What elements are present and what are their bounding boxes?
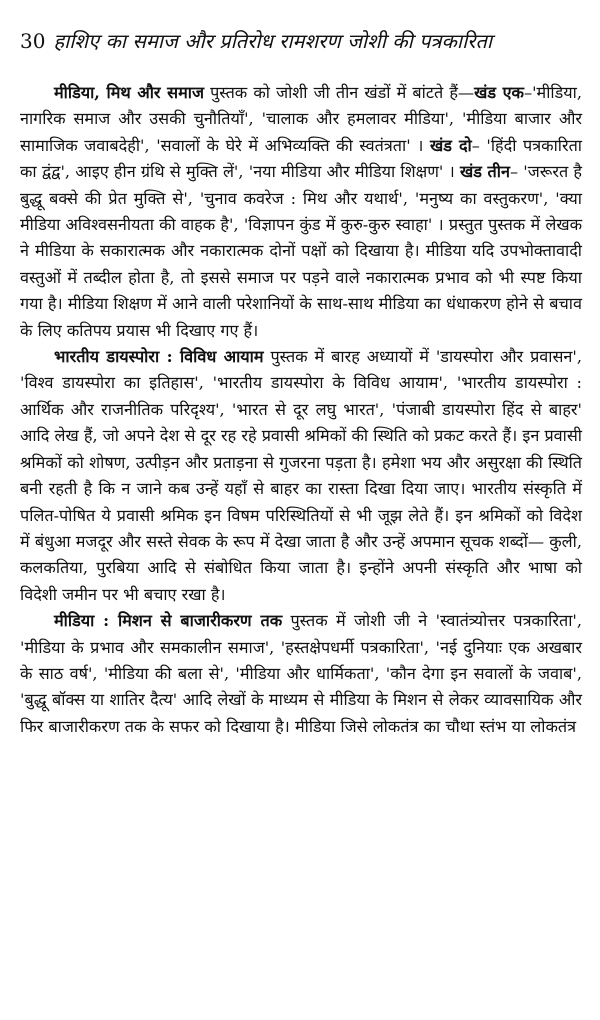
book-title-indian-diaspora: भारतीय डायस्पोरा : विविध आयाम bbox=[54, 347, 264, 367]
paragraph-text: – 'जरूरत है बुद्धू बक्से की प्रेत मुक्ति से', 'चुनाव कवरेज : मिथ और यथार्थ', 'मनुष्य का वस्तुकरण', 'क्या मीडिया अविश्वसनीयता की वाहक है', 'विज्ञापन कुंड में कुरु-कुरु स्वाहा' । प्रस्तुत पुस्तक में लेखक ने मीडिया के सकारात्मक और नकारात्मक दोनों पक्षों को दिखाया है। मीडिया यदि उपभोक्तावादी वस्तुओं में तब्दील होता है, तो इससे समाज पर पड़ने वाले नकारात्मक प्रभाव को भी स्पष्ट किया गया है। मीडिया शिक्षण में आने वाली परेशानियों के साथ-साथ मीडिया का धंधाकरण होने से बचाव के लिए कतिपय प्रयास भी दिखाए गए हैं। bbox=[20, 162, 582, 340]
paragraph-text: – 'हिंदी पत्रकारिता का द्वंद्व', आइए हीन ग्रंथि से मुक्ति लें', 'नया मीडिया और मीडिया शिक्षण' । bbox=[20, 135, 583, 182]
paragraph-text: पुस्तक में जोशी जी ने 'स्वातंत्र्योत्तर पत्रकारिता', 'मीडिया के प्रभाव और समकालीन समाज', 'हस्तक्षेपधर्मी पत्रकारिता', 'नई दुनियाः एक अखबार के साठ वर्ष', 'मीडिया की बला से', 'मीडिया और धार्मिकता', 'कौन देगा इन सवालों के जवाब', 'बुद्धू बॉक्स या शातिर दैत्य' आदि लेखों के माध्यम से मीडिया के मिशन से लेकर व्यावसायिक और फिर बाजारीकरण तक के सफर को दिखाया है। मीडिया जिसे लोकतंत्र का चौथा स्तंभ या लोकतंत्र bbox=[20, 611, 582, 736]
running-header bbox=[20, 28, 580, 54]
paragraph-media-myth-society bbox=[20, 80, 582, 344]
paragraph-media-mission-to-market bbox=[20, 608, 582, 740]
section-label-part-two: खंड दो bbox=[429, 135, 472, 155]
page-number: 30 bbox=[20, 29, 46, 53]
book-title-media-mission-to-market: मीडिया : मिशन से बाजारीकरण तक bbox=[54, 611, 283, 631]
running-header-title: हाशिए का समाज और प्रतिरोध रामशरण जोशी की पत्रकारिता bbox=[53, 29, 493, 53]
body-text bbox=[20, 80, 582, 740]
paragraph-indian-diaspora bbox=[20, 344, 582, 608]
section-label-part-one: खंड एक bbox=[474, 83, 524, 102]
paragraph-text: –'मीडिया, नागरिक समाज और उसकी चुनौतियाँ', 'चालाक और हमलावर मीडिया', 'मीडिया बाजार और सामाजिक जवाबदेही', 'सवालों के घेरे में अभिव्यक्ति की स्वतंत्रता' । bbox=[20, 83, 582, 155]
book-title-media-myth-society: मीडिया, मिथ और समाज bbox=[54, 83, 204, 102]
paragraph-text: पुस्तक को जोशी जी तीन खंडों में बांटते हैं— bbox=[203, 83, 475, 102]
section-label-part-three: खंड तीन bbox=[459, 162, 510, 182]
paragraph-text: पुस्तक में बारह अध्यायों में 'डायस्पोरा और प्रवासन', 'विश्व डायस्पोरा का इतिहास', 'भारतीय डायस्पोरा के विविध आयाम', 'भारतीय डायस्पोरा : आर्थिक और राजनीतिक परिदृश्य', 'भारत से दूर लघु भारत', 'पंजाबी डायस्पोरा हिंद से बाहर' आदि लेख हैं, जो अपने देश से दूर रह रहे प्रवासी श्रमिकों की स्थिति को प्रकट करते हैं। इन प्रवासी श्रमिकों को शोषण, उत्पीड़न और प्रताड़ना से गुजरना पड़ता है। हमेशा भय और असुरक्षा की स्थिति बनी रहती है कि न जाने कब उन्हें यहाँ से बाहर का रास्ता दिखा दिया जाए। भारतीय संस्कृति में पलित-पोषित ये प्रवासी श्रमिक इन विषम परिस्थितियों से भी जूझ लेते हैं। इन श्रमिकों को विदेश में बंधुआ मजदूर और सस्ते सेवक के रूप में देखा जाता है और उन्हें अपमान सूचक शब्दों— कुली, कलकतिया, पुरबिया आदि से संबोधित किया जाता है। इन्होंने अपनी संस्कृति और भाषा को विदेशी जमीन पर भी बचाए रखा है। bbox=[20, 347, 582, 604]
